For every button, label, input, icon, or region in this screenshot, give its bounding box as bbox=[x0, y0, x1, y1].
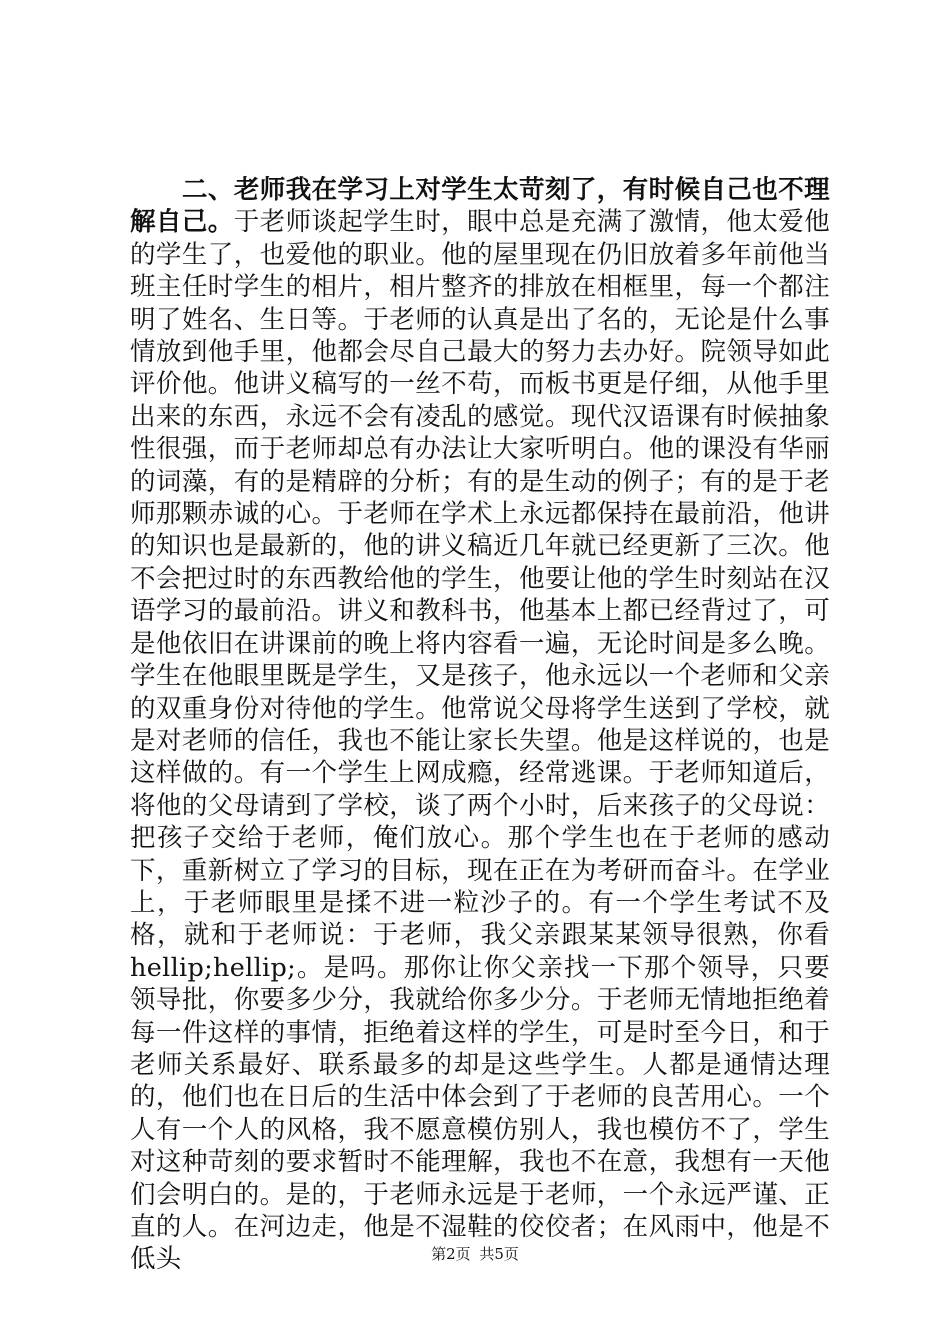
page-total: 共5页 bbox=[479, 1245, 519, 1263]
page-number: 第2页 bbox=[431, 1245, 471, 1263]
body-paragraph bbox=[130, 174, 830, 1276]
paragraph-text: 于老师谈起学生时，眼中总是充满了激情，他太爱他的学生了，也爱他的职业。他的屋里现在仍旧放着多年前他当班主任时学生的相片，相片整齐的排放在相框里，每一个都注明了姓名、生日等。于老师的认真是出了名的，无论是什么事情放到他手里，他都会尽自己最大的努力去办好。院领导如此评价他。他讲义稿写的一丝不苟，而板书更是仔细，从他手里出来的东西，永远不会有凌乱的感觉。现代汉语课有时候抽象性很强，而于老师却总有办法让大家听明白。他的课没有华丽的词藻，有的是精辟的分析；有的是生动的例子；有的是于老师那颗赤诚的心。于老师在学术上永远都保持在最前沿，他讲的知识也是最新的，他的讲义稿近几年就已经更新了三次。他不会把过时的东西教给他的学生，他要让他的学生时刻站在汉语学习的最前沿。讲义和教科书，他基本上都已经背过了，可是他依旧在讲课前的晚上将内容看一遍，无论时间是多么晚。学生在他眼里既是学生，又是孩子，他永远以一个老师和父亲的双重身份对待他的学生。他常说父母将学生送到了学校，就是对老师的信任，我也不能让家长失望。他是这样说的，也是这样做的。有一个学生上网成瘾，经常逃课。于老师知道后，将他的父母请到了学校，谈了两个小时，后来孩子的父母说：把孩子交给于老师，俺们放心。那个学生也在于老师的感动下，重新树立了学习的目标，现在正在为考研而奋斗。在学业上，于老师眼里是揉不进一粒沙子的。有一个学生考试不及格，就和于老师说：于老师，我父亲跟某某领导很熟，你看hellip;hellip;。是吗。那你让你父亲找一下那个领导，只要领导批，你要多少分，我就给你多少分。于老师无情地拒绝着每一件这样的事情，拒绝着这样的学生，可是时至今日，和于老师关系最好、联系最多的却是这些学生。人都是通情达理的，他们也在日后的生活中体会到了于老师的良苦用心。一个人有一个人的风格，我不愿意模仿别人，我也模仿不了，学生对这种苛刻的要求暂时不能理解，我也不在意，我想有一天他们会明白的。是的，于老师永远是于老师，一个永远严谨、正直的人。在河边走，他是不湿鞋的佼佼者；在风雨中，他是不低头 bbox=[130, 207, 831, 1275]
section-heading: 二、老师我在学习上对学生太苛刻了，有时候自己也不理解自己。 bbox=[130, 175, 830, 238]
page-footer bbox=[0, 1244, 950, 1264]
